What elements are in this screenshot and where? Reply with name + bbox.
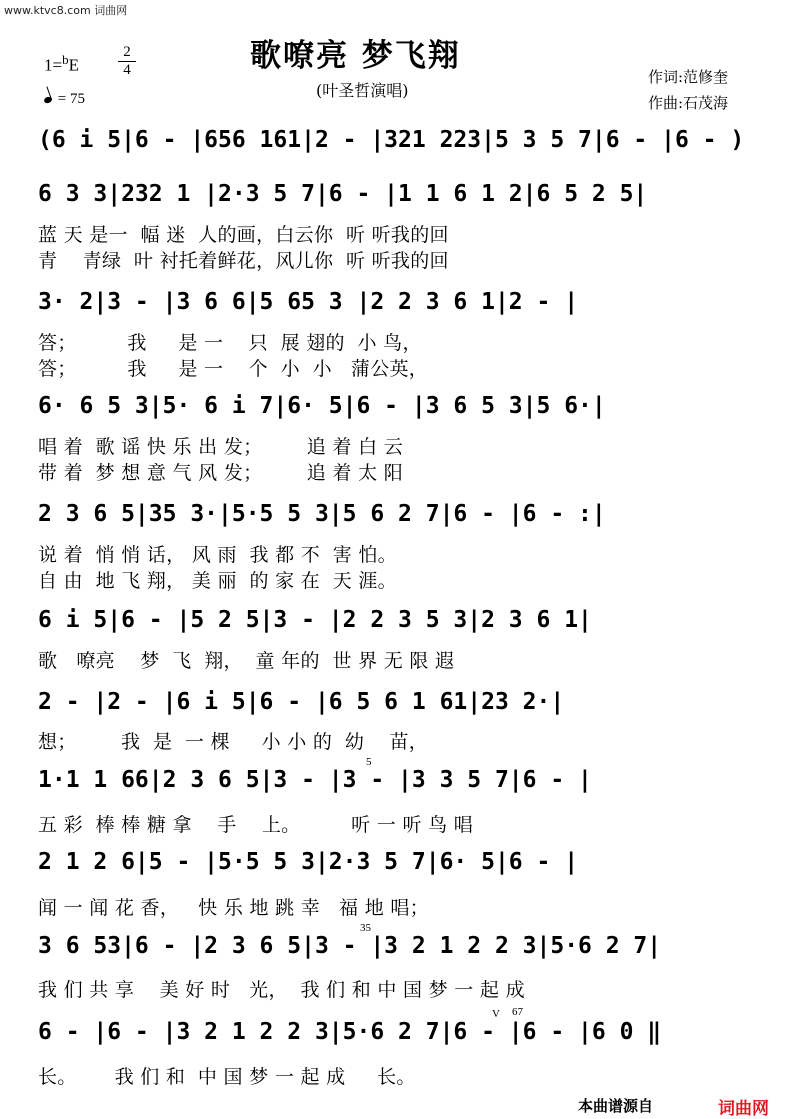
- site-logo: 词曲网: [718, 1099, 769, 1119]
- notation-line: 6 3 3|232 1 |2·3 5 7|6 - |1 1 6 1 2|6 5 2 5|: [38, 181, 648, 207]
- lyricist-credit: 作词:范修奎: [648, 68, 729, 86]
- notation-line: 2 1 2 6|5 - |5·5 5 3|2·3 5 7|6· 5|6 - |: [38, 849, 579, 875]
- score-row-1: [38, 120, 766, 160]
- lyric-line: 五 彩 棒 棒 糖 拿 手 上。 听 一 听 鸟 唱: [38, 814, 474, 836]
- song-subtitle: (叶圣哲演唱): [316, 81, 409, 100]
- lyric-line: 想； 我 是 一 棵 小 小 的 幼 苗，: [38, 731, 429, 753]
- key-signature: [44, 52, 79, 76]
- notation-line: 1·1 1 66|2 3 6 5|3 - |3 - |3 3 5 7|6 - |: [38, 767, 592, 793]
- lyric-line: 答； 我 是 一 只 展 翅的 小 鸟，: [38, 332, 422, 354]
- key-label: 1=: [44, 55, 63, 75]
- notation-line: 6 - |6 - |3 2 1 2 2 3|5·6 2 7|6 - |6 - |6 0 ‖: [38, 1019, 662, 1045]
- notation-line: 3 6 53|6 - |2 3 6 5|3 - |3 2 1 2 2 3|5·6 2 7|: [38, 933, 662, 959]
- score-row-2: [38, 174, 766, 214]
- lyric-line: 青 青绿 叶 衬托着鲜花，风儿你 听 听我的回: [38, 250, 449, 272]
- score-row-10: [38, 926, 766, 966]
- notation-line: (6 i 5|6 - |656 161|2 - |321 223|5 3 5 7|6 - |6 - ): [38, 127, 745, 153]
- key-note: E: [68, 55, 79, 75]
- breath-mark: V: [492, 1008, 500, 1020]
- time-signature: [118, 44, 136, 79]
- score-row-9: [38, 842, 766, 882]
- score-row-6: [38, 600, 766, 640]
- tempo-value: = 75: [57, 91, 85, 107]
- grace-note-mark: 67: [512, 1006, 523, 1018]
- notation-line: 3· 2|3 - |3 6 6|5 65 3 |2 2 3 6 1|2 - |: [38, 289, 579, 315]
- notation-line: 6· 6 5 3|5· 6 i 7|6· 5|6 - |3 6 5 3|5 6·|: [38, 393, 606, 419]
- score-row-7: [38, 682, 766, 722]
- lyric-line: 蓝 天 是一 幅 迷 人的画，白云你 听 听我的回: [38, 224, 449, 246]
- lyric-line: 说 着 悄 悄 话， 风 雨 我 都 不 害 怕。: [38, 544, 397, 566]
- grace-note-mark: 35: [360, 922, 371, 934]
- grace-note-mark: 5: [366, 756, 372, 768]
- site-watermark: www.ktvc8.com 词曲网: [4, 4, 128, 17]
- song-title: 歌嘹亮 梦飞翔: [250, 38, 461, 74]
- score-row-3: [38, 282, 766, 322]
- notation-line: 2 3 6 5|35 3·|5·5 5 3|5 6 2 7|6 - |6 - :|: [38, 501, 606, 527]
- source-note: 本曲谱源自: [578, 1097, 654, 1115]
- tempo-marking: [44, 91, 85, 108]
- lyric-line: 带 着 梦 想 意 气 风 发； 追 着 太 阳: [38, 462, 404, 484]
- quarter-note-icon: [43, 96, 53, 104]
- flat-sign: b: [62, 52, 69, 67]
- meter-top: 2: [123, 44, 131, 60]
- notation-line: 6 i 5|6 - |5 2 5|3 - |2 2 3 5 3|2 3 6 1|: [38, 607, 592, 633]
- meter-bottom: 4: [118, 61, 136, 79]
- lyric-line: 我 们 共 享 美 好 时 光， 我 们 和 中 国 梦 一 起 成: [38, 979, 525, 1001]
- lyric-line: 歌 嘹亮 梦 飞 翔， 童 年的 世 界 无 限 遐: [38, 650, 455, 672]
- lyric-line: 答； 我 是 一 个 小 小 蒲公英，: [38, 358, 429, 380]
- score-row-11: [38, 1012, 766, 1052]
- notation-line: 2 - |2 - |6 i 5|6 - |6 5 6 1 61|23 2·|: [38, 689, 565, 715]
- composer-credit: 作曲:石茂海: [648, 94, 729, 112]
- score-row-8: [38, 760, 766, 800]
- lyric-line: 长。 我 们 和 中 国 梦 一 起 成 长。: [38, 1066, 416, 1088]
- score-row-4: [38, 386, 766, 426]
- score-row-5: [38, 494, 766, 534]
- lyric-line: 闻 一 闻 花 香， 快 乐 地 跳 幸 福 地 唱；: [38, 897, 429, 919]
- lyric-line: 唱 着 歌 谣 快 乐 出 发； 追 着 白 云: [38, 436, 404, 458]
- lyric-line: 自 由 地 飞 翔， 美 丽 的 家 在 天 涯。: [38, 570, 397, 592]
